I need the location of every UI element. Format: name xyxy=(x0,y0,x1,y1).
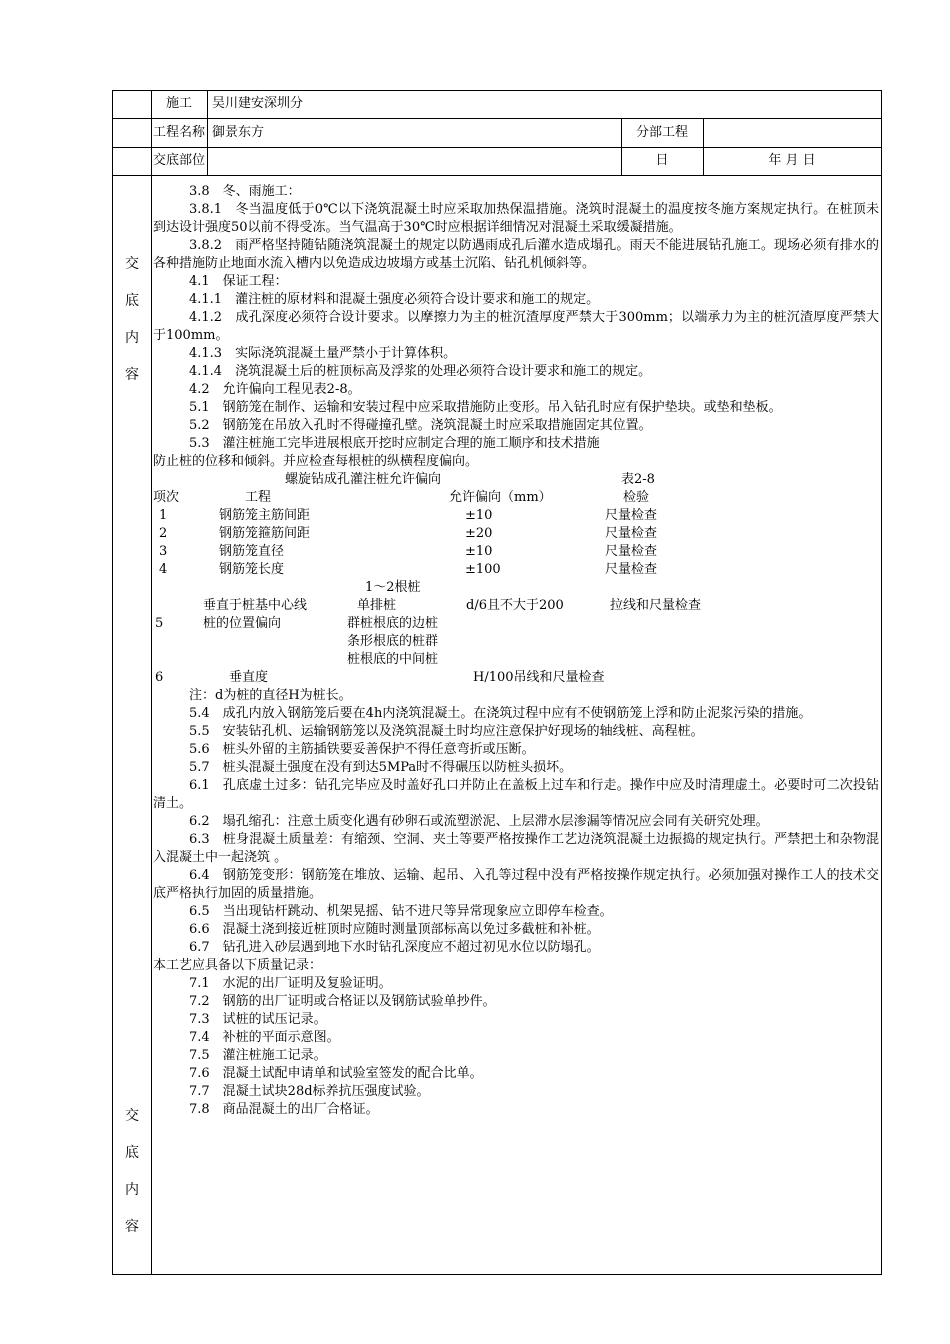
paragraph: 5.5 安装钻孔机、运输钢筋笼以及浇筑混凝土时均应注意保护好现场的轴线桩、高程桩。 xyxy=(189,724,704,739)
location-label: 交底部位 xyxy=(152,153,205,168)
table-row xyxy=(153,615,879,633)
table-cell: 垂直度 xyxy=(229,670,269,685)
table-title: 螺旋钻成孔灌注桩允许偏向 xyxy=(285,472,442,487)
table-cell: 1 xyxy=(159,508,168,523)
paragraph: 4.1.1 灌注桩的原材料和混凝土强度必须符合设计要求和施工的规定。 xyxy=(189,292,600,307)
paragraph: 6.4 钢筋笼变形：钢筋笼在堆放、运输、起吊、入孔等过程中没有严格按操作规定执行。必须加强对操作工人的技术交底严格执行加固的质量措施。 xyxy=(153,868,879,901)
side-char: 内 xyxy=(125,1182,139,1198)
project-name-label: 工程名称 xyxy=(152,125,205,140)
table-header: 检验 xyxy=(623,490,650,505)
paragraph: 7.1 水泥的出厂证明及复验证明。 xyxy=(189,976,392,991)
paragraph: 7.2 钢筋的出厂证明或合格证以及钢筋试验单抄件。 xyxy=(189,994,496,1009)
table-cell: 尺量检查 xyxy=(605,526,658,541)
table-row xyxy=(153,507,879,525)
table-cell: 尺量检查 xyxy=(605,544,658,559)
sub-project-label: 分部工程 xyxy=(635,125,688,140)
table-number: 表2-8 xyxy=(621,472,655,487)
table-cell: ±100 xyxy=(465,562,501,577)
table-cell: 1～2根桩 xyxy=(365,580,421,595)
paragraph: 4.1.4 浇筑混凝土后的桩顶标高及浮浆的处理必须符合设计要求和施工的规定。 xyxy=(189,364,652,379)
date-value: 年 月 日 xyxy=(768,153,816,168)
side-char: 容 xyxy=(125,367,139,383)
table-row xyxy=(153,651,879,669)
table-cell: 2 xyxy=(159,526,168,541)
paragraph: 5.7 桩头混凝土强度在没有到达5MPa时不得碾压以防桩头损坏。 xyxy=(189,760,573,775)
paragraph: 防止桩的位移和倾斜。并应检查每根桩的纵横程度偏向。 xyxy=(153,454,479,469)
table-cell: 垂直于桩基中心线 xyxy=(203,598,308,613)
table-cell: 钢筋笼长度 xyxy=(219,562,285,577)
table-cell: 钢筋笼直径 xyxy=(219,544,285,559)
side-char: 交 xyxy=(125,256,139,272)
paragraph: 6.3 桩身混凝土质量差：有缩颈、空洞、夹土等要严格按操作工艺边浇筑混凝土边振捣的规定执行。严禁把土和杂物混入混凝土中一起浇筑 。 xyxy=(153,832,879,865)
paragraph-group xyxy=(153,705,879,1119)
paragraph: 7.6 混凝土试配申请单和试验室签发的配合比单。 xyxy=(189,1066,483,1081)
table-row xyxy=(153,543,879,561)
tolerance-table xyxy=(153,471,879,705)
header-rule-1 xyxy=(113,118,881,119)
paragraph: 6.5 当出现钻杆跳动、机架晃摇、钻不进尺等异常现象应立即停车检查。 xyxy=(189,904,613,919)
table-row xyxy=(153,561,879,579)
paragraph: 7.5 灌注桩施工记录。 xyxy=(189,1048,327,1063)
table-cell: 尺量检查 xyxy=(605,508,658,523)
table-cell: 6 xyxy=(155,670,164,685)
table-cell: 钢筋笼箍筋间距 xyxy=(219,526,311,541)
table-note-row xyxy=(153,687,879,705)
table-row xyxy=(153,579,879,597)
side-char: 底 xyxy=(125,1145,139,1161)
paragraph: 7.7 混凝土试块28d标养抗压强度试验。 xyxy=(189,1084,430,1099)
table-row xyxy=(153,669,879,687)
paragraph: 3.8.2 雨严格坚持随钻随浇筑混凝土的规定以防遇雨成孔后灌水造成塌孔。雨天不能进展钻孔施工。现场必须有排水的各种措施防止地面水流入槽内以免造成边坡塌方或基土沉陷、钻孔机倾斜等。 xyxy=(153,238,879,271)
paragraph: 4.1.3 实际浇筑混凝土量严禁小于计算体积。 xyxy=(189,346,457,361)
table-body xyxy=(153,507,879,579)
paragraph: 4.2 允许偏向工程见表2-8。 xyxy=(189,382,361,397)
paragraph: 3.8.1 冬当温度低于0℃以下浇筑混凝土时应采取加热保温措施。浇筑时混凝土的温度按冬施方案规定执行。在桩顶未到达设计强度50以前不得受冻。当气温高于30℃时应根据详细情况对混凝土采取缓凝措施。 xyxy=(153,202,879,235)
table-note: 注：d为桩的直径H为桩长。 xyxy=(189,688,352,703)
table-row xyxy=(153,633,879,651)
paragraph: 4.1 保证工程： xyxy=(189,274,288,289)
paragraph: 5.3 灌注桩施工完毕进展根底开挖时应制定合理的施工顺序和技术措施 xyxy=(189,436,600,451)
label-column-rule xyxy=(151,91,152,1274)
table-header: 项次 xyxy=(153,490,180,505)
table-title-row xyxy=(153,471,879,489)
table-cell: 桩根底的中间桩 xyxy=(347,652,439,667)
paragraph: 6.2 塌孔缩孔：注意土质变化遇有砂卵石或流塑淤泥、上层滞水层渗漏等情况应会同有关研究处理。 xyxy=(189,814,769,829)
date-label: 日 xyxy=(655,153,669,168)
table-cell: ±20 xyxy=(465,526,493,541)
table-cell: 5 xyxy=(155,616,164,631)
table-cell: ±10 xyxy=(465,544,493,559)
paragraph: 本工艺应具备以下质量记录： xyxy=(153,958,323,973)
paragraph: 6.7 钻孔进入砂层遇到地下水时钻孔深度应不超过初见水位以防塌孔。 xyxy=(189,940,600,955)
side-char: 内 xyxy=(125,330,139,346)
paragraph: 4.1.2 成孔深度必须符合设计要求。以摩擦力为主的桩沉渣厚度严禁大于300mm；以端承力为主的桩沉渣厚度严禁大于100mm。 xyxy=(153,310,879,343)
construction-value: 吴川建安深圳分 xyxy=(212,96,304,111)
side-char: 底 xyxy=(125,293,139,309)
table-cell: 拉线和尺量检查 xyxy=(610,598,702,613)
paragraph: 7.3 试桩的试压记录。 xyxy=(189,1012,327,1027)
table-cell: 3 xyxy=(159,544,168,559)
paragraph: 7.8 商品混凝土的出厂合格证。 xyxy=(189,1102,379,1117)
table-cell: 单排桩 xyxy=(357,598,397,613)
table-header-row xyxy=(153,489,879,507)
paragraph: 6.6 混凝土浇到接近桩顶时应随时测量顶部标高以免过多截桩和补桩。 xyxy=(189,922,600,937)
paragraph: 5.6 桩头外留的主筋插铁要妥善保护不得任意弯折或压断。 xyxy=(189,742,535,757)
disclosure-content xyxy=(153,183,879,1119)
paragraph: 7.4 补桩的平面示意图。 xyxy=(189,1030,340,1045)
paragraph-group xyxy=(153,183,879,471)
table-cell: H/100吊线和尺量检查 xyxy=(473,670,605,685)
paragraph: 3.8 冬、雨施工： xyxy=(189,184,301,199)
table-header: 允许偏向（mm） xyxy=(449,490,552,505)
table-cell: 钢筋笼主筋间距 xyxy=(219,508,311,523)
table-cell: 4 xyxy=(159,562,168,577)
table-header: 工程 xyxy=(245,490,272,505)
side-char: 交 xyxy=(125,1108,139,1124)
header-rule-3 xyxy=(113,175,881,176)
side-label-bottom xyxy=(113,1098,151,1246)
table-row xyxy=(153,525,879,543)
table-cell: 群桩根底的边桩 xyxy=(347,616,439,631)
paragraph: 5.1 钢筋笼在制作、运输和安装过程中应采取措施防止变形。吊入钻孔时应有保护垫块。或垫和垫板。 xyxy=(189,400,782,415)
table-cell: ±10 xyxy=(465,508,493,523)
table-cell: 尺量检查 xyxy=(605,562,658,577)
disclosure-form xyxy=(112,90,882,1275)
value-column-rule xyxy=(207,91,208,175)
paragraph: 5.4 成孔内放入钢筋笼后要在4h内浇筑混凝土。在浇筑过程中应有不使钢筋笼上浮和防止泥浆污染的措施。 xyxy=(189,706,812,721)
side-char: 容 xyxy=(125,1219,139,1235)
table-cell: 条形根底的桩群 xyxy=(347,634,439,649)
table-row xyxy=(153,597,879,615)
paragraph: 5.2 钢筋笼在吊放入孔时不得碰撞孔壁。浇筑混凝土时应采取措施固定其位置。 xyxy=(189,418,652,433)
construction-label: 施工 xyxy=(165,96,192,111)
paragraph: 6.1 孔底虚土过多：钻孔完毕应及时盖好孔口并防止在盖板上过车和行走。操作中应及时清理虚土。必要时可二次投钻清土。 xyxy=(153,778,879,811)
table-cell: d/6且不大于200 xyxy=(466,598,564,613)
table-cell: 桩的位置偏向 xyxy=(203,616,282,631)
side-label-top xyxy=(113,246,151,394)
project-name-value: 御景东方 xyxy=(212,125,265,140)
